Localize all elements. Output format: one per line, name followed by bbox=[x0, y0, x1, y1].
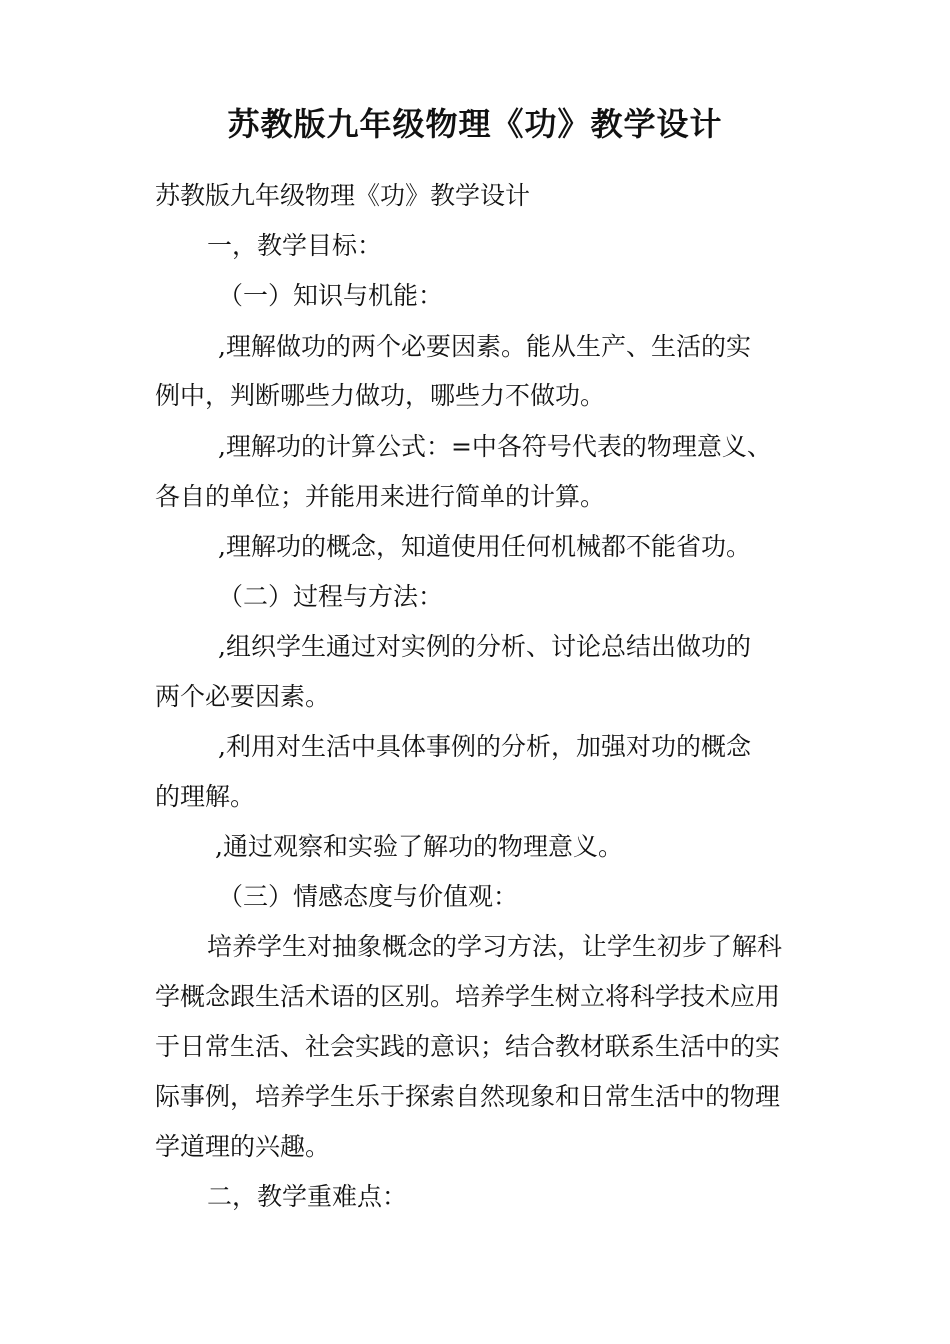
section-heading-goals: 一，教学目标： bbox=[207, 231, 383, 260]
paragraph-line: ,通过观察和实验了解功的物理意义。 bbox=[215, 832, 623, 861]
paragraph-line: 于日常生活、社会实践的意识；结合教材联系生活中的实 bbox=[155, 1032, 781, 1061]
paragraph-line: 两个必要因素。 bbox=[155, 682, 331, 711]
subsection-heading-knowledge: （一）知识与机能： bbox=[218, 281, 444, 310]
paragraph-line: ,理解功的计算公式：=中各符号代表的物理意义、 bbox=[218, 432, 772, 461]
paragraph-line: 培养学生对抽象概念的学习方法，让学生初步了解科 bbox=[207, 932, 783, 961]
paragraph-line: 例中，判断哪些力做功，哪些力不做功。 bbox=[155, 381, 606, 410]
subsection-heading-attitude: （三）情感态度与价值观： bbox=[218, 882, 519, 911]
paragraph-line: 学概念跟生活术语的区别。培养学生树立将科学技术应用 bbox=[155, 982, 781, 1011]
subsection-heading-process: （二）过程与方法： bbox=[218, 582, 444, 611]
paragraph-line: 的理解。 bbox=[155, 782, 256, 811]
paragraph-line: 各自的单位；并能用来进行简单的计算。 bbox=[155, 482, 606, 511]
document-title: 苏教版九年级物理《功》教学设计 bbox=[227, 105, 723, 143]
paragraph-line: 学道理的兴趣。 bbox=[155, 1132, 331, 1161]
paragraph-line: ,组织学生通过对实例的分析、讨论总结出做功的 bbox=[218, 632, 751, 661]
paragraph-line: ,理解功的概念，知道使用任何机械都不能省功。 bbox=[218, 532, 751, 561]
paragraph-line: 际事例，培养学生乐于探索自然现象和日常生活中的物理 bbox=[155, 1082, 781, 1111]
section-heading-difficulties: 二，教学重难点： bbox=[207, 1182, 408, 1211]
paragraph-line: ,利用对生活中具体事例的分析，加强对功的概念 bbox=[218, 732, 751, 761]
subtitle-line: 苏教版九年级物理《功》教学设计 bbox=[155, 181, 531, 210]
paragraph-line: ,理解做功的两个必要因素。能从生产、生活的实 bbox=[218, 332, 751, 361]
